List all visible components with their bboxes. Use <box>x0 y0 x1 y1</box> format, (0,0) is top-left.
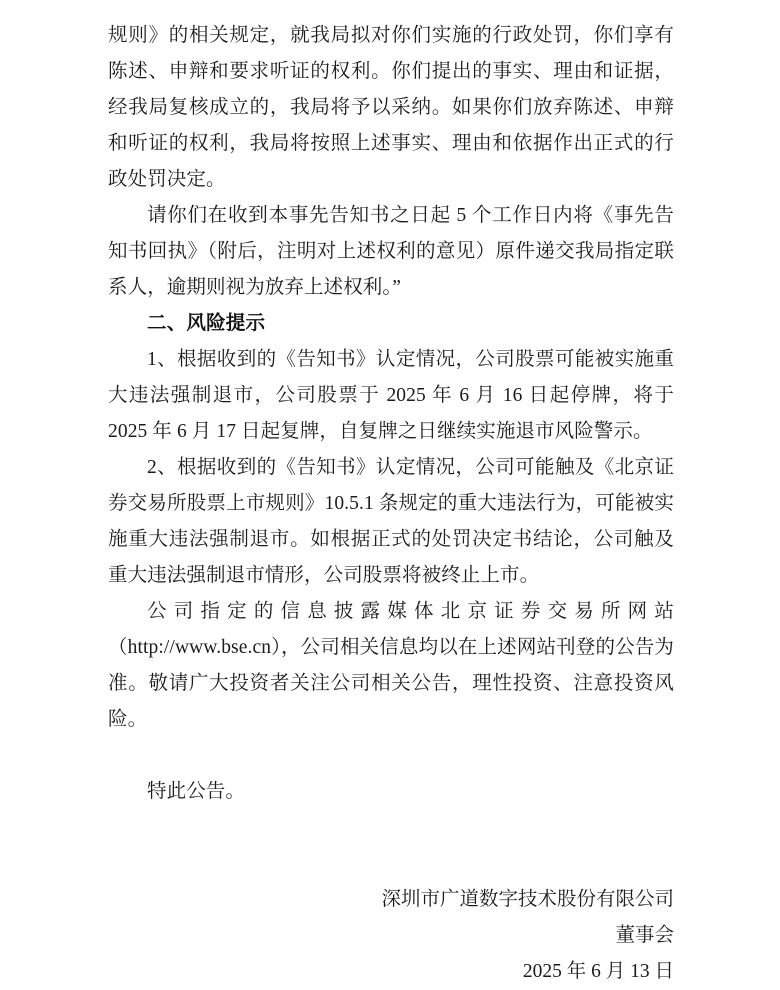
signature-issuer: 董事会 <box>615 925 674 946</box>
signature-date: 2025 年 6 月 13 日 <box>522 961 674 982</box>
document-text-body <box>108 18 674 990</box>
paragraph-disclosure-media: 公司指定的信息披露媒体北京证券交易所网站（http://www.bse.cn），公司相关信息均以在上述网站刊登的公告为准。敬请广大投资者关注公司相关公告，理性投资、注意投资风险。 <box>108 601 674 730</box>
paragraph-closing: 特此公告。 <box>147 781 246 802</box>
paragraph-spacer <box>108 738 674 774</box>
signature-spacer <box>108 810 674 882</box>
risk-item-1: 1、根据收到的《告知书》认定情况，公司股票可能被实施重大违法强制退市，公司股票于 2025 年 6 月 16 日起停牌，将于 2025 年 6 月 17 日起复牌，自复牌之日继续实施退市风险警示。 <box>108 349 675 442</box>
signature-company-name: 深圳市广道数字技术股份有限公司 <box>381 889 674 910</box>
risk-item-2: 2、根据收到的《告知书》认定情况，公司可能触及《北京证券交易所股票上市规则》10.5.1 条规定的重大违法行为，可能被实施重大违法强制退市。如根据正式的处罚决定书结论，公司触及重大违法强制退市情形，公司股票将被终止上市。 <box>108 457 674 586</box>
section-heading-risk-warning: 二、风险提示 <box>147 313 266 334</box>
signature-block <box>108 882 674 990</box>
paragraph-rights-statement: 规则》的相关规定，就我局拟对你们实施的行政处罚，你们享有陈述、申辩和要求听证的权利。你们提出的事实、理由和证据，经我局复核成立的，我局将予以采纳。如果你们放弃陈述、申辩和听证的权利，我局将按照上述事实、理由和依据作出正式的行政处罚决定。 <box>108 25 674 190</box>
paragraph-receipt-deadline: 请你们在收到本事先告知书之日起 5 个工作日内将《事先告知书回执》（附后，注明对上述权利的意见）原件递交我局指定联系人，逾期则视为放弃上述权利。” <box>108 205 674 298</box>
